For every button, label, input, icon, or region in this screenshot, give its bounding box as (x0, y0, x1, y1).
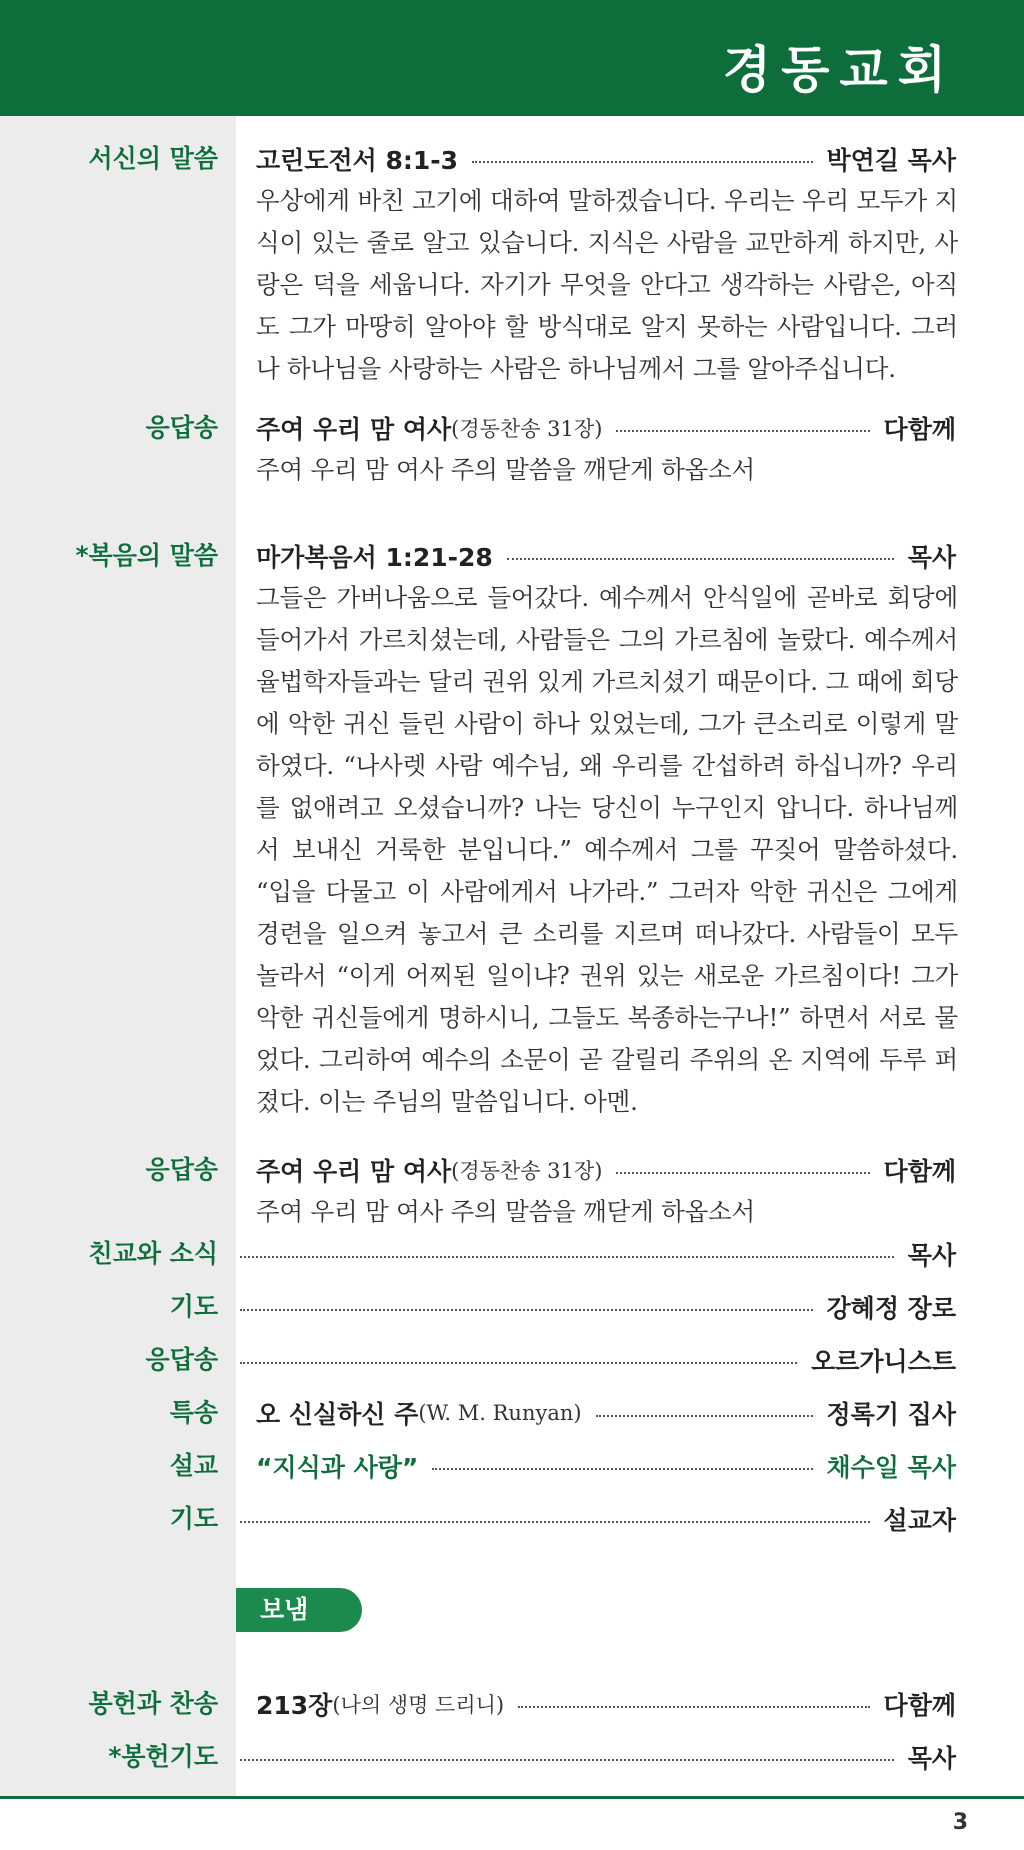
leader-dots (472, 161, 813, 163)
response3-row (236, 1343, 956, 1377)
leader-dots (240, 1256, 894, 1258)
fellowship-row (236, 1237, 956, 1271)
response1-text: 주여 우리 맘 여사 주의 말씀을 깨닫게 하옵소서 (256, 455, 755, 484)
leader-dots (240, 1362, 797, 1364)
response3-label: 응답송 (145, 1345, 218, 1374)
epistle-text: 우상에게 바친 고기에 대하여 말하겠습니다. 우리는 우리 모두가 지식이 있는 줄로 알고 있습니다. 지식은 사람을 교만하게 하지만, 사랑은 덕을 세웁니다. 자기가 무엇을 안다고 생각하는 사람은, 아직도 그가 마땅히 알아야 할 방식대로 알지 못하는 사람입니다. 그러나 하나님을 사랑하는 사람은 하나님께서 그를 알아주십니다. (256, 186, 958, 383)
offering-hymn: 213장 (256, 1691, 333, 1720)
special-title: 오 신실하신 주 (256, 1400, 419, 1429)
response1-title: 주여 우리 맘 여사 (256, 415, 452, 444)
response2-title: 주여 우리 맘 여사 (256, 1157, 452, 1186)
sermon-row (256, 1449, 956, 1483)
fellowship-label: 친교와 소식 (88, 1239, 218, 1268)
prayer2-label: 기도 (169, 1504, 218, 1533)
leader-dots (240, 1309, 813, 1311)
gospel-text: 그들은 가버나움으로 들어갔다. 예수께서 안식일에 곧바로 회당에 들어가서 가르치셨는데, 사람들은 그의 가르침에 놀랐다. 예수께서 율법학자들과는 달리 권위 있게 가르치셨기 때문이다. 그 때에 회당에 악한 귀신 들린 사람이 하나 있었는데, 그가 큰소리로 이렇게 말하였다. “나사렛 사람 예수님, 왜 우리를 간섭하려 하십니까? 우리를 없애려고 오셨습니까? 나는 당신이 누구인지 압니다. 하나님께서 보내신 거룩한 분입니다.” 예수께서 그를 꾸짖어 말씀하셨다. “입을 다물고 이 사람에게서 나가라.” 그러자 악한 귀신은 그에게 경련을 일으켜 놓고서 큰 소리를 지르며 떠나갔다. 사람들이 모두 놀라서 “이게 어찌된 일이냐? 권위 있는 새로운 가르침이다! 그가 악한 귀신들에게 명하시니, 그들도 복종하는구나!” 하면서 서로 물었다. 그리하여 예수의 소문이 곧 갈릴리 주위의 온 지역에 두루 퍼졌다. 이는 주님의 말씀입니다. 아멘. (256, 583, 958, 1116)
response1-leader: 다함께 (883, 415, 956, 444)
response2-heading (256, 1153, 956, 1187)
gospel-reference: 마가복음서 1:21-28 (256, 543, 493, 572)
leader-dots (507, 558, 894, 560)
response1-heading (256, 411, 956, 445)
footer-divider (0, 1796, 1024, 1799)
response2-label: 응답송 (145, 1155, 218, 1184)
response2-note: (경동찬송 31장) (451, 1159, 603, 1183)
prayer1-row (236, 1290, 956, 1324)
leader-dots (240, 1521, 870, 1523)
sermon-label: 설교 (169, 1451, 218, 1480)
prayer2-leader: 설교자 (883, 1506, 956, 1535)
fellowship-leader: 목사 (907, 1241, 956, 1270)
epistle-heading (256, 142, 956, 176)
epistle-reference: 고린도전서 8:1-3 (256, 146, 459, 175)
leader-dots (616, 1172, 869, 1174)
page-number: 3 (952, 1810, 968, 1835)
prayer2-row (236, 1502, 956, 1536)
leader-dots (616, 430, 869, 432)
church-name: 경동교회 (722, 41, 956, 99)
offering-label: 봉헌과 찬송 (88, 1689, 218, 1718)
epistle-label: 서신의 말씀 (88, 144, 218, 173)
leader-dots (432, 1468, 812, 1470)
special-leader: 정록기 집사 (826, 1400, 956, 1429)
offering-prayer-leader: 목사 (907, 1744, 956, 1773)
special-note: (W. M. Runyan) (418, 1401, 582, 1425)
header-bar (0, 0, 1024, 116)
response3-leader: 오르가니스트 (811, 1347, 956, 1376)
offering-note: (나의 생명 드리니) (332, 1693, 505, 1717)
prayer1-leader: 강혜정 장로 (826, 1294, 956, 1323)
sermon-title: “지식과 사랑” (256, 1453, 419, 1482)
label-column (0, 116, 236, 1796)
gospel-leader: 목사 (907, 543, 956, 572)
offering-prayer-label: *봉헌기도 (108, 1742, 218, 1771)
special-label: 특송 (169, 1398, 218, 1427)
leader-dots (518, 1706, 869, 1708)
gospel-heading (256, 539, 956, 573)
response1-note: (경동찬송 31장) (451, 417, 603, 441)
epistle-leader: 박연길 목사 (826, 146, 956, 175)
response1-label: 응답송 (145, 413, 218, 442)
sermon-leader: 채수일 목사 (826, 1453, 956, 1482)
offering-leader: 다함께 (883, 1691, 956, 1720)
sending-section-tab: 보냄 (236, 1588, 362, 1632)
response2-text: 주여 우리 맘 여사 주의 말씀을 깨닫게 하옵소서 (256, 1197, 755, 1226)
offering-prayer-row (236, 1740, 956, 1774)
special-row (256, 1396, 956, 1430)
gospel-label: *복음의 말씀 (75, 541, 218, 570)
leader-dots (240, 1759, 894, 1761)
response2-leader: 다함께 (883, 1157, 956, 1186)
leader-dots (596, 1415, 813, 1417)
offering-row (256, 1687, 956, 1721)
prayer1-label: 기도 (169, 1292, 218, 1321)
